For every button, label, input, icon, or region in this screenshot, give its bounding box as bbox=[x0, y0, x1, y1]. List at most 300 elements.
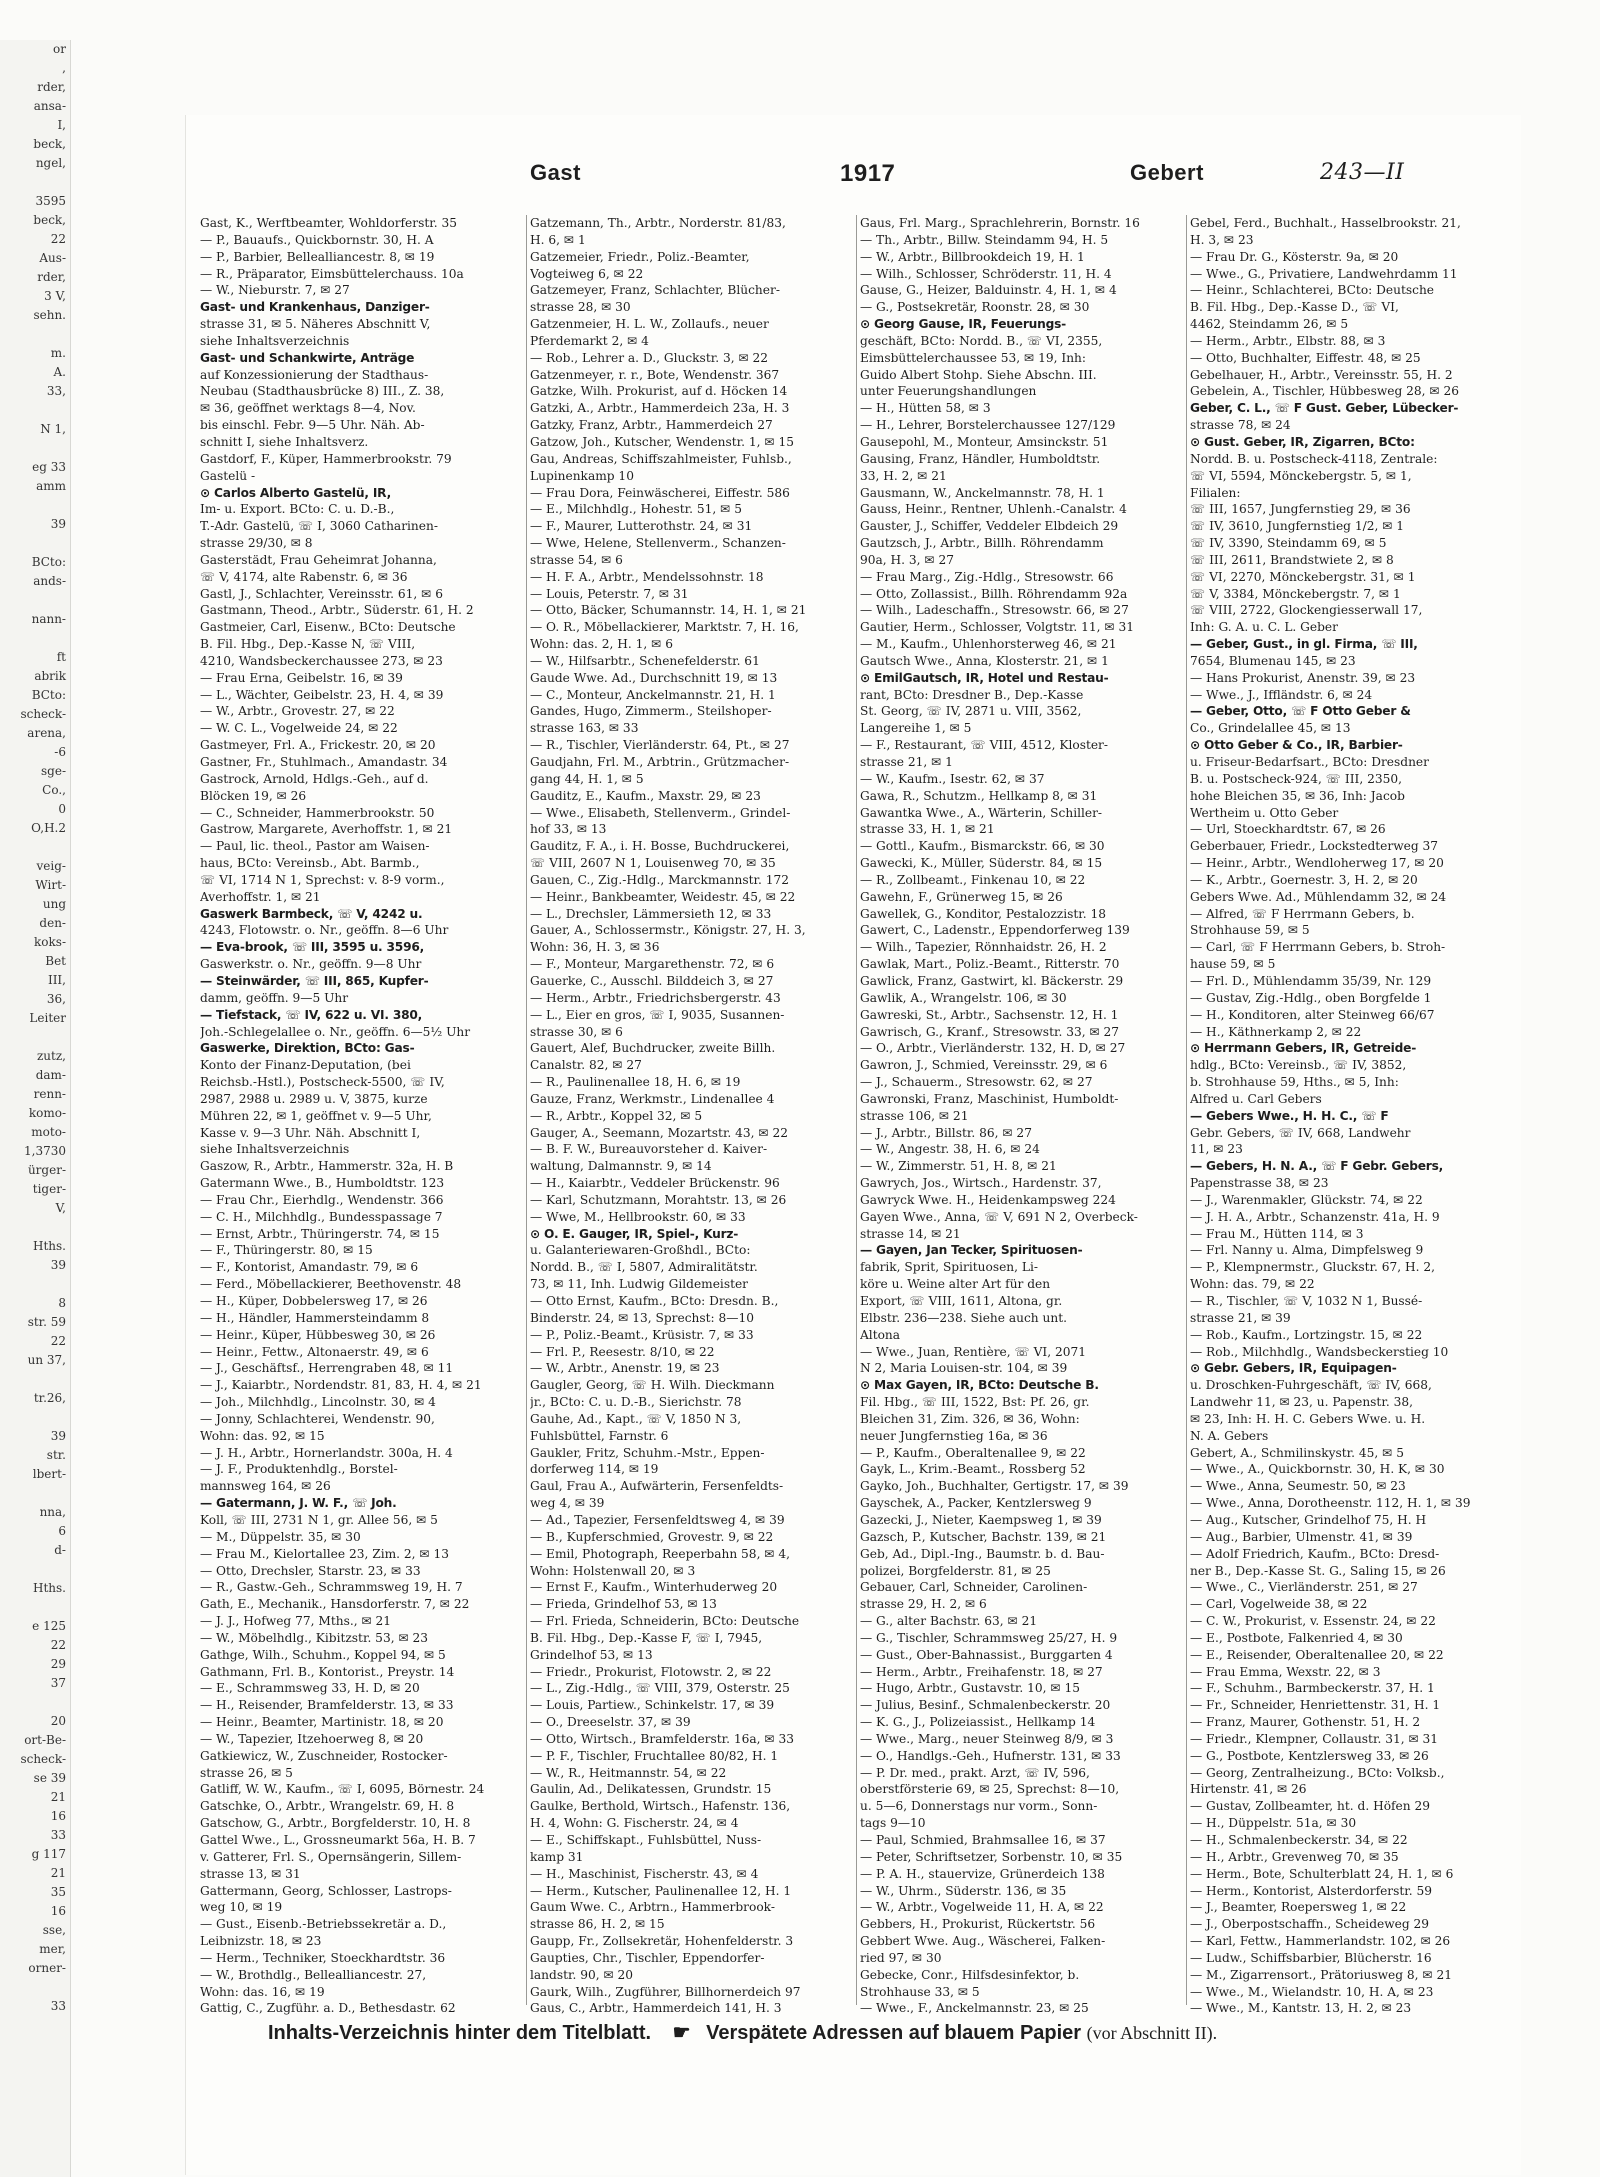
directory-entry: strasse 21, ✉ 1 bbox=[860, 755, 953, 769]
gutter-fragment: ngel, bbox=[35, 156, 66, 170]
directory-entry: ✉ 36, geöffnet werktags 8—4, Nov. bbox=[200, 401, 416, 416]
directory-entry: — Tiefstack, ☏ IV, 622 u. VI. 380, bbox=[200, 1007, 423, 1022]
directory-entry: Landwehr 11, ✉ 23, u. Papenstr. 38, bbox=[1190, 1395, 1413, 1410]
directory-entry: ⊙ Herrmann Gebers, IR, Getreide- bbox=[1190, 1041, 1417, 1056]
directory-entry: — W., Zimmerstr. 51, H. 8, ✉ 21 bbox=[860, 1159, 1057, 1174]
gutter-fragment: mer, bbox=[39, 1942, 66, 1956]
directory-entry: Langereihe 1, ✉ 5 bbox=[860, 721, 972, 736]
directory-entry: Gaukler, Fritz, Schuhm.-Mstr., Eppen- bbox=[530, 1445, 765, 1460]
directory-entry: — Gebers, H. N. A., ☏ F Gebr. Gebers, bbox=[1190, 1159, 1444, 1174]
directory-entry: Gauerke, C., Ausschl. Bilddeich 3, ✉ 27 bbox=[530, 973, 774, 988]
directory-entry: Fuhlsbüttel, Farnstr. 6 bbox=[530, 1428, 669, 1443]
gutter-fragment: 39 bbox=[50, 1429, 66, 1443]
directory-entry: strasse 54, ✉ 6 bbox=[530, 552, 623, 567]
directory-entry: 4210, Wandsbeckerchaussee 273, ✉ 23 bbox=[200, 653, 443, 668]
directory-entry: — Herm., Bote, Schulterblatt 24, H. 1, ✉ 6 bbox=[1190, 1866, 1454, 1881]
directory-entry: — Friedr., Prokurist, Flotowstr. 2, ✉ 22 bbox=[530, 1664, 772, 1679]
directory-entry: — M., Zigarrensort., Prätoriusweg 8, ✉ 21 bbox=[1190, 1967, 1453, 1982]
directory-entry: Gandes, Hugo, Zimmerm., Steilshoper- bbox=[530, 704, 772, 719]
directory-entry: weg 4, ✉ 39 bbox=[530, 1496, 605, 1511]
directory-entry: — W., Hilfsarbtr., Schenefelderstr. 61 bbox=[530, 653, 760, 668]
directory-entry: weg 10, ✉ 19 bbox=[200, 1900, 283, 1915]
directory-entry: ☏ III, 1657, Jungfernstieg 29, ✉ 36 bbox=[1190, 502, 1411, 517]
directory-entry: Wohn: Holstenwall 20, ✉ 3 bbox=[530, 1563, 696, 1578]
directory-entry: — Hugo, Arbtr., Gustavstr. 10, ✉ 15 bbox=[860, 1681, 1080, 1696]
gutter-fragment: 35 bbox=[50, 1885, 66, 1899]
directory-entry: Gauditz, E., Kaufm., Maxstr. 29, ✉ 23 bbox=[530, 788, 761, 803]
directory-entry: Gaulin, Ad., Delikatessen, Grundstr. 15 bbox=[530, 1782, 772, 1797]
directory-entry: ried 97, ✉ 30 bbox=[860, 1950, 942, 1965]
gutter-fragment bbox=[0, 1275, 70, 1294]
directory-entry: — W., Arbtr., Grovestr. 27, ✉ 22 bbox=[200, 704, 395, 719]
directory-entry: Gatschke, O., Arbtr., Wrangelstr. 69, H. 8 bbox=[200, 1799, 455, 1814]
gutter-fragment: V, bbox=[55, 1201, 66, 1215]
directory-entry: Mühren 22, ✉ 1, geöffnet v. 9—5 Uhr, bbox=[200, 1108, 432, 1123]
directory-entry: u. Friseur-Bedarfsart., BCto: Dresdner bbox=[1190, 755, 1429, 769]
directory-entry: — C., Monteur, Anckelmannstr. 21, H. 1 bbox=[530, 687, 776, 702]
gutter-fragment: Wirt- bbox=[35, 878, 66, 892]
gutter-fragment: str. 59 bbox=[27, 1315, 66, 1329]
directory-entry: Gast- und Schankwirte, Anträge bbox=[200, 350, 415, 365]
directory-entry: ✉ 23, Inh: H. H. C. Gebers Wwe. u. H. bbox=[1190, 1411, 1426, 1426]
directory-entry: — G., Tischler, Schrammsweg 25/27, H. 9 bbox=[860, 1630, 1118, 1645]
directory-entry: — Wilh., Schlosser, Schröderstr. 11, H. 4 bbox=[860, 266, 1112, 281]
directory-entry: Gatzenmeier, H. L. W., Zollaufs., neuer bbox=[530, 317, 769, 332]
directory-entry: Wohn: das. 16, ✉ 19 bbox=[200, 1984, 325, 1999]
directory-entry: Gawecki, K., Müller, Süderstr. 84, ✉ 15 bbox=[860, 856, 1103, 871]
gutter-fragment: arena, bbox=[27, 726, 66, 740]
directory-entry: — F., Schuhm., Barmbeckerstr. 37, H. 1 bbox=[1190, 1681, 1435, 1696]
gutter-fragment: Co., bbox=[42, 783, 66, 797]
directory-entry: gang 44, H. 1, ✉ 5 bbox=[530, 771, 644, 786]
header-left-keyword: Gast bbox=[530, 160, 581, 185]
directory-entry: Gasterstädt, Frau Geheimrat Johanna, bbox=[200, 552, 437, 567]
directory-entry: Gaus, C., Arbtr., Hammerdeich 141, H. 3 bbox=[530, 2001, 782, 2015]
directory-entry: — Frau Chr., Eierhdlg., Wendenstr. 366 bbox=[200, 1192, 444, 1207]
directory-entry: — Herm., Arbtr., Elbstr. 88, ✉ 3 bbox=[1190, 333, 1386, 348]
directory-entry: — Wwe., Anna, Dorotheenstr. 112, H. 1, ✉ 39 bbox=[1190, 1496, 1471, 1511]
directory-entry: Gawronski, Franz, Maschinist, Humboldt- bbox=[860, 1091, 1119, 1106]
directory-entry: Gawreski, St., Arbtr., Sachsenstr. 12, H. 1 bbox=[860, 1007, 1119, 1022]
gutter-fragment: 33 bbox=[50, 1999, 66, 2013]
gutter-fragment bbox=[0, 1218, 70, 1237]
directory-entry: H. 4, Wohn: G. Fischerstr. 24, ✉ 4 bbox=[530, 1816, 739, 1831]
directory-entry: Strohhause 33, ✉ 5 bbox=[860, 1984, 980, 1999]
directory-entry: — Fr., Schneider, Henriettenstr. 31, H. 1 bbox=[1190, 1698, 1441, 1713]
directory-entry: unter Feuerungshandlungen bbox=[860, 384, 1037, 399]
gutter-fragment: koks- bbox=[34, 935, 66, 949]
directory-entry: Gattel Wwe., L., Grossneumarkt 56a, H. B. 7 bbox=[200, 1833, 476, 1847]
directory-entry: Filialen: bbox=[1190, 485, 1241, 500]
gutter-fragment: amm bbox=[36, 479, 66, 493]
directory-entry: Gatschow, G., Arbtr., Borgfelderstr. 10, H. 8 bbox=[200, 1816, 471, 1831]
directory-entry: Gauert, Alef, Buchdrucker, zweite Billh. bbox=[530, 1041, 776, 1056]
directory-entry: ⊙ Carlos Alberto Gastelü, IR, bbox=[200, 485, 392, 500]
directory-entry: B. Fil. Hbg., Dep.-Kasse F, ☏ I, 7945, bbox=[530, 1630, 763, 1645]
directory-entry: — H., Düppelstr. 51a, ✉ 30 bbox=[1190, 1816, 1357, 1831]
directory-entry: Joh.-Schlegelallee o. Nr., geöffn. 6—5½ Uhr bbox=[200, 1024, 471, 1039]
directory-entry: Gath, E., Mechanik., Hansdorferstr. 7, ✉ 22 bbox=[200, 1597, 470, 1612]
directory-entry: Elbstr. 236—238. Siehe auch unt. bbox=[860, 1310, 1067, 1325]
gutter-fragment: Hths. bbox=[33, 1581, 66, 1595]
directory-entry: 4462, Steindamm 26, ✉ 5 bbox=[1190, 317, 1349, 332]
directory-entry: Gaus, Frl. Marg., Sprachlehrerin, Bornstr. 16 bbox=[860, 216, 1140, 230]
directory-entry: Gautier, Herm., Schlosser, Volgtstr. 11, ✉ 31 bbox=[860, 620, 1135, 635]
gutter-fragment: beck, bbox=[33, 213, 66, 227]
directory-entry: Konto der Finanz-Deputation, (bei bbox=[200, 1058, 411, 1073]
gutter-fragment: 1,3730 bbox=[24, 1144, 66, 1158]
directory-entry: strasse 163, ✉ 33 bbox=[530, 721, 639, 736]
gutter-fragment bbox=[0, 534, 70, 553]
directory-entry: u. Droschken-Fuhrgeschäft, ☏ IV, 668, bbox=[1190, 1378, 1432, 1393]
directory-entry: — Wilh., Tapezier, Rönnhaidstr. 26, H. 2 bbox=[860, 940, 1107, 955]
directory-entry: strasse 14, ✉ 21 bbox=[860, 1226, 961, 1241]
directory-entry: — P., Kaufm., Oberaltenallee 9, ✉ 22 bbox=[860, 1445, 1086, 1460]
directory-entry: — K., Arbtr., Goernestr. 3, H. 2, ✉ 20 bbox=[1190, 872, 1418, 887]
gutter-fragment: g 117 bbox=[31, 1847, 66, 1861]
gutter-fragment: zutz, bbox=[36, 1049, 66, 1063]
gutter-fragment: 6 bbox=[58, 1524, 66, 1538]
directory-entry: Gawellek, G., Konditor, Pestalozzistr. 18 bbox=[860, 906, 1106, 921]
directory-entry: strasse 13, ✉ 31 bbox=[200, 1866, 301, 1881]
directory-entry: Gaude Wwe. Ad., Durchschnitt 19, ✉ 13 bbox=[530, 670, 778, 685]
directory-entry: — W., Kaufm., Isestr. 62, ✉ 37 bbox=[860, 771, 1045, 786]
directory-entry: — P. A. H., stauervize, Grünerdeich 138 bbox=[860, 1866, 1105, 1881]
directory-entry: Gebr. Gebers, ☏ IV, 668, Landwehr bbox=[1190, 1125, 1411, 1140]
directory-entry: Gebel, Ferd., Buchhalt., Hasselbrookstr. 21, bbox=[1190, 216, 1461, 230]
directory-entry: — Heinr., Arbtr., Wendloherweg 17, ✉ 20 bbox=[1190, 856, 1444, 871]
gutter-fragment: rder, bbox=[37, 80, 66, 94]
directory-entry: — Ludw., Schiffsbarbier, Blücherstr. 16 bbox=[1190, 1950, 1432, 1965]
directory-entry: — Wwe., M., Kantstr. 13, H. 2, ✉ 23 bbox=[1190, 2001, 1412, 2015]
directory-entry: Co., Grindelallee 45, ✉ 13 bbox=[1190, 721, 1351, 736]
directory-entry: — R., Gastw.-Geh., Schrammsweg 19, H. 7 bbox=[200, 1580, 463, 1595]
directory-entry: — Wwe., Marg., neuer Steinweg 8/9, ✉ 3 bbox=[860, 1731, 1114, 1746]
directory-entry: Gatzemeyer, Franz, Schlachter, Blücher- bbox=[530, 283, 780, 298]
directory-entry: Strohhause 59, ✉ 5 bbox=[1190, 923, 1310, 938]
directory-entry: Gawantka Wwe., A., Wärterin, Schiller- bbox=[860, 805, 1103, 820]
directory-entry: — Gayen, Jan Tecker, Spirituosen- bbox=[860, 1243, 1083, 1258]
directory-entry: Wertheim u. Otto Geber bbox=[1190, 805, 1339, 820]
directory-entry: — Frau M., Hütten 114, ✉ 3 bbox=[1190, 1226, 1364, 1241]
directory-entry: Papenstrasse 38, ✉ 23 bbox=[1190, 1176, 1329, 1191]
directory-entry: — Frau Erna, Geibelstr. 16, ✉ 39 bbox=[200, 670, 403, 685]
directory-entry: Export, ☏ VIII, 1611, Altona, gr. bbox=[860, 1294, 1063, 1308]
directory-entry: b. Strohhause 59, Hths., ✉ 5, Inh: bbox=[1190, 1075, 1399, 1090]
directory-entry: — Wwe., Elisabeth, Stellenverm., Grindel- bbox=[530, 805, 791, 820]
directory-entry: oberstförsterie 69, ✉ 25, Sprechst: 8—10, bbox=[860, 1782, 1120, 1797]
directory-entry: Gastrock, Arnold, Hdlgs.-Geh., auf d. bbox=[200, 771, 429, 786]
directory-entry: polizei, Borgfelderstr. 81, ✉ 25 bbox=[860, 1563, 1051, 1578]
directory-entry: — W., Nieburstr. 7, ✉ 27 bbox=[200, 283, 350, 298]
directory-entry: — J., Beamter, Roepersweg 1, ✉ 22 bbox=[1190, 1900, 1407, 1915]
directory-entry: — Wwe., F., Anckelmannstr. 23, ✉ 25 bbox=[860, 2001, 1089, 2015]
directory-entry: — O., Handlgs.-Geh., Hufnerstr. 131, ✉ 33 bbox=[860, 1748, 1121, 1763]
directory-entry: kamp 31 bbox=[530, 1849, 584, 1864]
directory-entry: — Th., Arbtr., Billw. Steindamm 94, H. 5 bbox=[860, 232, 1109, 247]
directory-entry: — K. G., J., Polizeiassist., Hellkamp 14 bbox=[860, 1715, 1096, 1730]
directory-entry: strasse 30, ✉ 6 bbox=[530, 1024, 623, 1039]
gutter-fragment: , bbox=[62, 61, 66, 75]
directory-entry: Gaul, Frau A., Aufwärterin, Fersenfeldts- bbox=[530, 1479, 784, 1494]
directory-entry: v. Gatterer, Frl. S., Opernsängerin, Sillem- bbox=[200, 1849, 462, 1864]
pointing-hand-icon: ☛ bbox=[672, 2022, 691, 2044]
directory-entry: Wohn: das. 92, ✉ 15 bbox=[200, 1428, 325, 1443]
directory-entry: — H., Maschinist, Fischerstr. 43, ✉ 4 bbox=[530, 1866, 759, 1881]
directory-entry: — Ferd., Möbellackierer, Beethovenstr. 48 bbox=[200, 1277, 462, 1292]
directory-entry: strasse 86, H. 2, ✉ 15 bbox=[530, 1917, 665, 1932]
footer-index-note: Inhalts-Verzeichnis hinter dem Titelblatt. bbox=[268, 2022, 652, 2044]
directory-entry: strasse 21, ✉ 39 bbox=[1190, 1310, 1291, 1325]
directory-entry: Gautsch Wwe., Anna, Klosterstr. 21, ✉ 1 bbox=[860, 653, 1109, 668]
directory-entry: — O., Arbtr., Vierländerstr. 132, H. D, ✉ 27 bbox=[860, 1041, 1126, 1056]
gutter-fragment: komo- bbox=[28, 1106, 66, 1120]
directory-entry: — P. F., Tischler, Fruchtallee 80/82, H. 1 bbox=[530, 1748, 779, 1763]
directory-entry: Gaswerke, Direktion, BCto: Gas- bbox=[200, 1041, 415, 1056]
directory-entry: — Heinr., Küper, Hübbesweg 30, ✉ 26 bbox=[200, 1327, 436, 1342]
gutter-fragment bbox=[0, 838, 70, 857]
gutter-fragment: or bbox=[53, 42, 66, 56]
directory-entry: strasse 106, ✉ 21 bbox=[860, 1108, 969, 1123]
gutter-fragment bbox=[0, 1484, 70, 1503]
directory-entry: bis einschl. Febr. 9—5 Uhr. Näh. Ab- bbox=[200, 418, 425, 433]
directory-entry: — Herm., Kutscher, Paulinenallee 12, H. 1 bbox=[530, 1883, 792, 1898]
directory-entry: Gause, G., Heizer, Balduinstr. 4, H. 1, ✉ 4 bbox=[860, 283, 1117, 298]
gutter-fragment: abrik bbox=[34, 669, 66, 683]
directory-entry: — Jonny, Schlachterei, Wendenstr. 90, bbox=[200, 1411, 435, 1426]
directory-entry: — H., Händler, Hammersteindamm 8 bbox=[200, 1310, 430, 1325]
directory-entry: Gazsch, P., Kutscher, Bachstr. 139, ✉ 21 bbox=[860, 1529, 1107, 1544]
directory-entry: ner B., Dep.-Kasse St. G., Saling 15, ✉ 26 bbox=[1190, 1563, 1446, 1578]
directory-entry: — Otto, Bäcker, Schumannstr. 14, H. 1, ✉ 21 bbox=[530, 603, 807, 618]
gutter-fragment: Leiter bbox=[29, 1011, 66, 1025]
directory-entry: — R., Arbtr., Koppel 32, ✉ 5 bbox=[530, 1108, 703, 1123]
directory-entry: strasse 31, ✉ 5. Näheres Abschnitt V, bbox=[200, 317, 431, 332]
directory-entry: — Alfred, ☏ F Herrmann Gebers, b. bbox=[1190, 906, 1415, 921]
directory-entry: — H., Schmalenbeckerstr. 34, ✉ 22 bbox=[1190, 1833, 1408, 1847]
directory-entry: — H., Lehrer, Borstelerchaussee 127/129 bbox=[860, 418, 1116, 433]
directory-entry: — F., Kontorist, Amandastr. 79, ✉ 6 bbox=[200, 1260, 419, 1275]
directory-entry: — Frl. D., Mühlendamm 35/39, Nr. 129 bbox=[1190, 973, 1432, 988]
directory-entry: Grindelhof 53, ✉ 13 bbox=[530, 1647, 653, 1662]
directory-entry: Gauger, A., Seemann, Mozartstr. 43, ✉ 22 bbox=[530, 1125, 789, 1140]
gutter-fragment: rder, bbox=[37, 270, 66, 284]
directory-entry: — Carl, Vogelweide 38, ✉ 22 bbox=[1190, 1597, 1368, 1612]
directory-entry: — J., Warenmakler, Glückstr. 74, ✉ 22 bbox=[1190, 1192, 1423, 1207]
directory-entry: Binderstr. 24, ✉ 13, Sprechst: 8—10 bbox=[530, 1310, 754, 1325]
directory-entry: Gebauer, Carl, Schneider, Carolinen- bbox=[860, 1580, 1088, 1595]
directory-entry: landstr. 90, ✉ 20 bbox=[530, 1967, 634, 1982]
directory-entry: — Wwe., G., Privatiere, Landwehrdamm 11 bbox=[1190, 266, 1458, 281]
directory-entry: Gatzenmeyer, r. r., Bote, Wendenstr. 367 bbox=[530, 367, 780, 382]
directory-entry: — W., Tapezier, Itzehoerweg 8, ✉ 20 bbox=[200, 1731, 424, 1746]
directory-entry: — J., Geschäftsf., Herrengraben 48, ✉ 11 bbox=[200, 1361, 454, 1376]
directory-entry: — H., Arbtr., Grevenweg 70, ✉ 35 bbox=[1190, 1849, 1399, 1864]
directory-entry: — Herm., Arbtr., Freihafenstr. 18, ✉ 27 bbox=[860, 1664, 1103, 1679]
gutter-fragment: 16 bbox=[50, 1904, 66, 1918]
gutter-fragment: 33 bbox=[50, 1828, 66, 1842]
directory-entry: — Paul, Schmied, Brahmsallee 16, ✉ 37 bbox=[860, 1833, 1106, 1847]
directory-entry: Koll, ☏ III, 2731 N 1, gr. Allee 56, ✉ 5 bbox=[200, 1512, 438, 1527]
directory-entry: H. 3, ✉ 23 bbox=[1190, 232, 1254, 247]
directory-entry: Gebbers, H., Prokurist, Rückertstr. 56 bbox=[860, 1917, 1096, 1932]
directory-entry: Gastelü - bbox=[200, 468, 256, 483]
gutter-fragment: 21 bbox=[50, 1790, 66, 1804]
directory-entry: — Heinr., Schlachterei, BCto: Deutsche bbox=[1190, 283, 1435, 298]
directory-entry: — H., Konditoren, alter Steinweg 66/67 bbox=[1190, 1007, 1435, 1022]
gutter-fragment: tr.26, bbox=[33, 1391, 66, 1405]
gutter-fragment: sse, bbox=[42, 1923, 66, 1937]
header-page-number: 243—II bbox=[1320, 160, 1405, 185]
gutter-fragment: N 1, bbox=[40, 422, 66, 436]
gutter-fragment: 22 bbox=[50, 232, 66, 246]
directory-entry: — O. R., Möbellackierer, Marktstr. 7, H. 16, bbox=[530, 620, 799, 635]
directory-entry: strasse 78, ✉ 24 bbox=[1190, 418, 1291, 433]
directory-entry: — Eva-brook, ☏ III, 3595 u. 3596, bbox=[200, 940, 425, 955]
directory-entry: — J. J., Hofweg 77, Mths., ✉ 21 bbox=[200, 1614, 392, 1629]
directory-entry: Gast, K., Werftbeamter, Wohldorferstr. 35 bbox=[200, 216, 457, 230]
directory-entry: Gaupties, Chr., Tischler, Eppendorfer- bbox=[530, 1950, 765, 1965]
gutter-fragment: un 37, bbox=[27, 1353, 66, 1367]
directory-entry: — C. W., Prokurist, v. Essenstr. 24, ✉ 22 bbox=[1190, 1614, 1436, 1629]
directory-entry: Vogteiweg 6, ✉ 22 bbox=[530, 266, 644, 281]
directory-entry: ⊙ Georg Gause, IR, Feuerungs- bbox=[860, 317, 1067, 332]
directory-entry: — W., R., Heitmannstr. 54, ✉ 22 bbox=[530, 1765, 727, 1780]
directory-entry: Gatzke, Wilh. Prokurist, auf d. Höcken 14 bbox=[530, 384, 788, 399]
gutter-fragment: 0 bbox=[58, 802, 66, 816]
gutter-fragment bbox=[0, 1370, 70, 1389]
gutter-fragment: ung bbox=[42, 897, 66, 911]
gutter-fragment: scheck- bbox=[20, 707, 66, 721]
directory-entry: ⊙ EmilGautsch, IR, Hotel und Restau- bbox=[860, 670, 1109, 685]
directory-entry: — J. H. A., Arbtr., Schanzenstr. 41a, H. 9 bbox=[1190, 1209, 1440, 1224]
directory-entry: Gausepohl, M., Monteur, Amsinckstr. 51 bbox=[860, 434, 1109, 449]
directory-entry: Gauss, Heinr., Rentner, Uhlenh.-Canalstr. 4 bbox=[860, 502, 1127, 517]
directory-entry: — Wwe., J., Iffländstr. 6, ✉ 24 bbox=[1190, 687, 1373, 702]
directory-entry: — E., Postbote, Falkenried 4, ✉ 30 bbox=[1190, 1630, 1403, 1645]
gutter-fragment: den- bbox=[39, 916, 66, 930]
directory-entry: — W. C. L., Vogelweide 24, ✉ 22 bbox=[200, 721, 398, 736]
directory-entry: — Otto, Zollassist., Billh. Röhrendamm 92a bbox=[860, 586, 1128, 601]
page-header bbox=[200, 160, 1530, 200]
directory-entry: — H., Käthnerkamp 2, ✉ 22 bbox=[1190, 1024, 1362, 1039]
directory-entry: — Gebers Wwe., H. H. C., ☏ F bbox=[1190, 1108, 1389, 1123]
gutter-fragment: scheck- bbox=[20, 1752, 66, 1766]
gutter-fragment bbox=[0, 1978, 70, 1997]
directory-entry: Gatzemann, Th., Arbtr., Norderstr. 81/83, bbox=[530, 216, 786, 230]
directory-entry: — W., Möbelhdlg., Kibitzstr. 53, ✉ 23 bbox=[200, 1630, 429, 1645]
directory-entry: Gaszow, R., Arbtr., Hammerstr. 32a, H. B bbox=[200, 1159, 454, 1174]
directory-entry: Gattig, C., Zugführ. a. D., Bethesdastr. 62 bbox=[200, 2001, 456, 2015]
directory-entry: — L., Wächter, Geibelstr. 23, H. 4, ✉ 39 bbox=[200, 687, 444, 702]
directory-entry: — Peter, Schriftsetzer, Sorbenstr. 10, ✉ 35 bbox=[860, 1849, 1123, 1864]
directory-entry: Alfred u. Carl Gebers bbox=[1190, 1091, 1322, 1106]
gutter-fragment bbox=[0, 439, 70, 458]
gutter-fragment: -6 bbox=[54, 745, 66, 759]
directory-entry: Wohn: das. 79, ✉ 22 bbox=[1190, 1277, 1315, 1292]
directory-entry: — Louis, Peterstr. 7, ✉ 31 bbox=[530, 586, 689, 601]
gutter-fragment: 39 bbox=[50, 517, 66, 531]
directory-entry: Gawlick, Franz, Gastwirt, kl. Bäckerstr. 29 bbox=[860, 973, 1124, 988]
directory-entry: Hirtenstr. 41, ✉ 26 bbox=[1190, 1782, 1307, 1797]
directory-entry: — Wwe., C., Vierländerstr. 251, ✉ 27 bbox=[1190, 1580, 1418, 1595]
directory-entry: Im- u. Export. BCto: C. u. D.-B., bbox=[200, 502, 395, 517]
directory-entry: — H., Hütten 58, ✉ 3 bbox=[860, 401, 991, 416]
directory-entry: Gebelein, A., Tischler, Hübbesweg 28, ✉ 26 bbox=[1190, 384, 1460, 399]
page-footer bbox=[268, 2020, 1468, 2050]
header-right-keyword: Gebert bbox=[1130, 160, 1204, 185]
directory-entry: — W., Arbtr., Vogelweide 11, H. A, ✉ 22 bbox=[860, 1900, 1104, 1915]
directory-entry: Gaulke, Berthold, Wirtsch., Hafenstr. 136, bbox=[530, 1799, 791, 1814]
directory-entry: Gayschek, A., Packer, Kentzlersweg 9 bbox=[860, 1496, 1092, 1511]
directory-entry: ☏ IV, 3610, Jungfernstieg 1/2, ✉ 1 bbox=[1190, 519, 1405, 534]
directory-entry: — R., Präparator, Eimsbüttelerchauss. 10a bbox=[200, 266, 464, 281]
gutter-fragment: 22 bbox=[50, 1638, 66, 1652]
directory-entry: Geber, C. L., ☏ F Gust. Geber, Lübecker- bbox=[1190, 401, 1459, 416]
directory-entry: — Hans Prokurist, Anenstr. 39, ✉ 23 bbox=[1190, 670, 1416, 685]
directory-entry: — Wilh., Ladeschaffn., Stresowstr. 66, ✉ 27 bbox=[860, 603, 1129, 618]
gutter-fragment: Bet bbox=[45, 954, 66, 968]
directory-entry: Gast- und Krankenhaus, Danziger- bbox=[200, 300, 430, 315]
directory-entry: — Frau Emma, Wexstr. 22, ✉ 3 bbox=[1190, 1664, 1381, 1679]
directory-entry: 11, ✉ 23 bbox=[1190, 1142, 1243, 1157]
directory-entry: — R., Tischler, Vierländerstr. 64, Pt., ✉ 27 bbox=[530, 738, 790, 753]
directory-entry: damm, geöffn. 9—5 Uhr bbox=[200, 990, 349, 1005]
directory-entry: Gauditz, F. A., i. H. Bosse, Buchdruckerei, bbox=[530, 839, 790, 854]
directory-entry: Gatermann Wwe., B., Humboldtstr. 123 bbox=[200, 1176, 445, 1191]
directory-entry: Gathmann, Frl. B., Kontorist., Preystr. 14 bbox=[200, 1664, 455, 1679]
directory-entry: — Otto Ernst, Kaufm., BCto: Dresdn. B., bbox=[530, 1294, 779, 1308]
directory-entry: 90a, H. 3, ✉ 27 bbox=[860, 552, 954, 567]
directory-entry: — J. F., Produktenhdlg., Borstel- bbox=[200, 1462, 398, 1477]
directory-entry: strasse 29/30, ✉ 8 bbox=[200, 536, 313, 551]
gutter-fragment: d- bbox=[54, 1543, 66, 1557]
directory-entry: u. 5—6, Donnerstags nur vorm., Sonn- bbox=[860, 1799, 1098, 1814]
directory-entry: — Rob., Milchhdlg., Wandsbeckerstieg 10 bbox=[1190, 1344, 1449, 1359]
gutter-fragment: dam- bbox=[35, 1068, 66, 1082]
directory-entry: — Wwe., A., Quickbornstr. 30, H. K, ✉ 30 bbox=[1190, 1462, 1445, 1477]
directory-entry: Gawrych, Jos., Wirtsch., Hardenstr. 37, bbox=[860, 1176, 1102, 1191]
directory-entry: — E., Schrammsweg 33, H. D, ✉ 20 bbox=[200, 1681, 420, 1696]
directory-entry: B. Fil. Hbg., Dep.-Kasse N, ☏ VIII, bbox=[200, 637, 416, 652]
gutter-fragment: veig- bbox=[36, 859, 66, 873]
directory-entry: — Friedr., Klempner, Collaustr. 31, ✉ 31 bbox=[1190, 1731, 1439, 1746]
directory-entry: — Frl. Frieda, Schneiderin, BCto: Deutsche bbox=[530, 1614, 800, 1629]
directory-entry: ☏ V, 3384, Mönckebergstr. 7, ✉ 1 bbox=[1190, 586, 1401, 601]
gutter-fragment bbox=[0, 496, 70, 515]
directory-entry: Gastdorf, F., Küper, Hammerbrookstr. 79 bbox=[200, 451, 452, 466]
directory-entry: Altona bbox=[860, 1327, 901, 1342]
directory-entry: — P., Bauaufs., Quickbornstr. 30, H. A bbox=[200, 232, 434, 247]
directory-entry: Gaupp, Fr., Zollsekretär, Hohenfelderstr. 3 bbox=[530, 1934, 794, 1949]
directory-entry: — F., Thüringerstr. 80, ✉ 15 bbox=[200, 1243, 373, 1258]
directory-entry: geschäft, BCto: Nordd. B., ☏ VI, 2355, bbox=[860, 333, 1103, 348]
directory-entry: ⊙ O. E. Gauger, IR, Spiel-, Kurz- bbox=[530, 1226, 739, 1241]
directory-entry: — Frl. Nanny u. Alma, Dimpfelsweg 9 bbox=[1190, 1243, 1424, 1258]
directory-columns bbox=[200, 215, 1535, 2015]
gutter-fragment: BCto: bbox=[31, 688, 66, 702]
directory-entry: köre u. Weine alter Art für den bbox=[860, 1277, 1051, 1292]
directory-entry: ☏ III, 2611, Brandstwiete 2, ✉ 8 bbox=[1190, 552, 1394, 567]
directory-entry: Gayk, L., Krim.-Beamt., Rossberg 52 bbox=[860, 1462, 1086, 1477]
gutter-fragment: ürger- bbox=[27, 1163, 66, 1177]
gutter-fragment: 33, bbox=[46, 384, 66, 398]
directory-entry: — J., Oberpostschaffn., Scheideweg 29 bbox=[1190, 1917, 1430, 1932]
directory-entry: — Frau M., Kielortallee 23, Zim. 2, ✉ 13 bbox=[200, 1546, 449, 1561]
directory-entry: Gatzow, Joh., Kutscher, Wendenstr. 1, ✉ 15 bbox=[530, 434, 794, 449]
directory-entry: Leibnizstr. 18, ✉ 23 bbox=[200, 1934, 322, 1949]
gutter-fragment: 29 bbox=[50, 1657, 66, 1671]
